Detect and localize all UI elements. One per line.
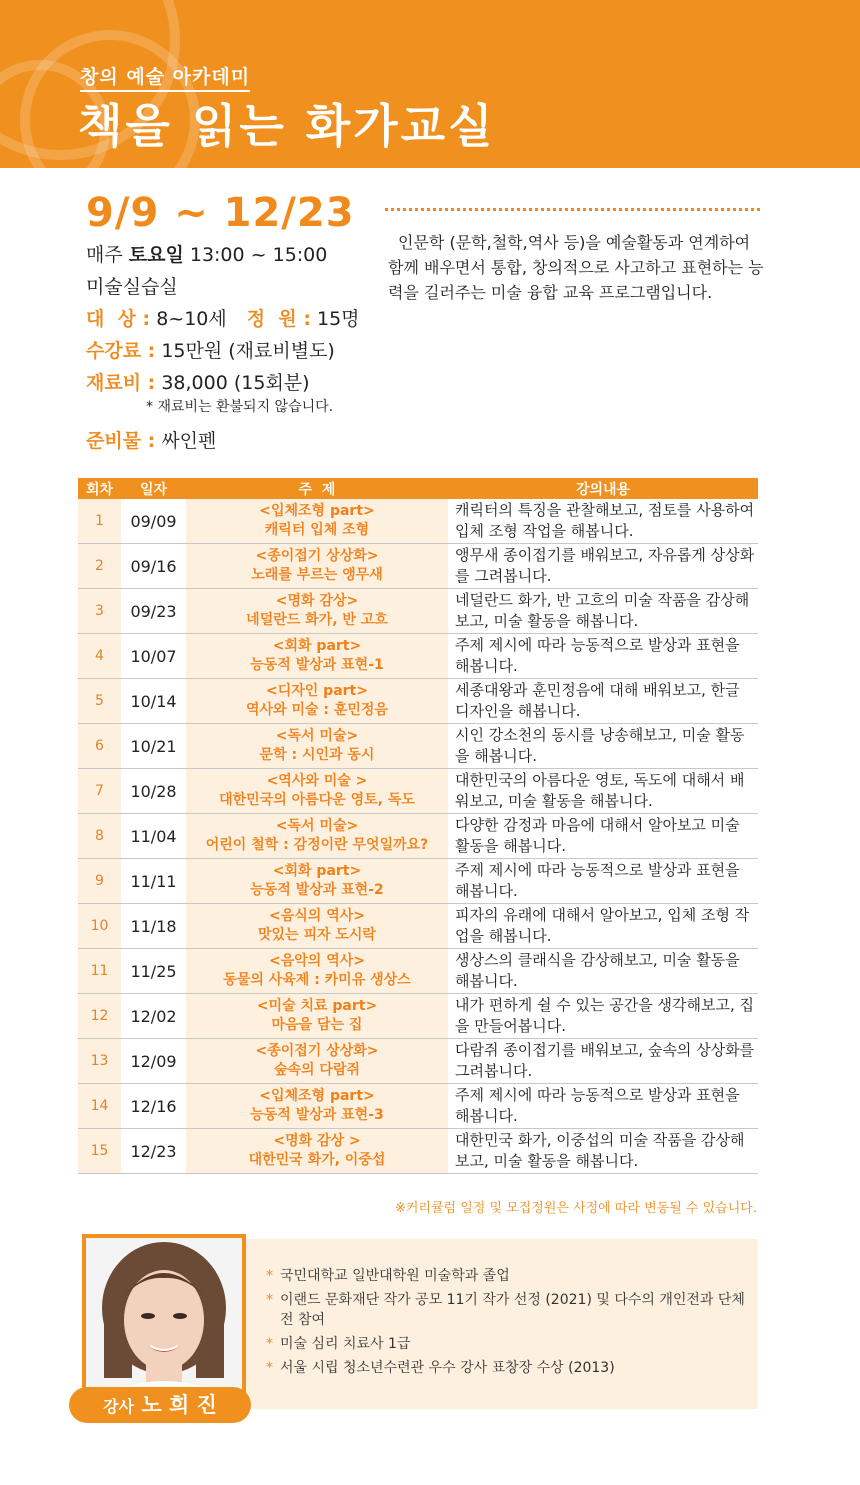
session-topic [186,814,448,859]
topic-category: <디자인 part> [266,683,368,699]
session-number: 9 [78,859,121,904]
session-topic [186,1129,448,1174]
material-note: * 재료비는 환불되지 않습니다. [146,399,334,415]
weekly-prefix: 매주 [86,244,129,266]
topic-category: <입체조형 part> [259,503,375,519]
curriculum-table [78,478,758,1174]
session-date: 12/02 [121,994,186,1039]
instructor-name: 노 희 진 [141,1393,217,1417]
table-row [78,769,758,814]
topic-title: 역사와 미술 : 훈민정음 [246,702,388,718]
material-label: 재료비 : [86,372,156,394]
table-row [78,949,758,994]
bio-item [266,1358,746,1378]
topic-title: 동물의 사육제 : 카미유 생상스 [223,972,411,988]
session-number: 2 [78,544,121,589]
header-topic: 주 제 [186,478,448,499]
session-number: 8 [78,814,121,859]
fee-line [86,336,335,363]
asterisk-icon: * [266,1268,273,1284]
session-content: 네덜란드 화가, 반 고흐의 미술 작품을 감상해보고, 미술 활동을 해봅니다. [448,589,758,634]
bio-text: 국민대학교 일반대학원 미술학과 졸업 [280,1268,510,1284]
session-number: 12 [78,994,121,1039]
session-topic [186,769,448,814]
capacity-value: 15명 [317,308,360,330]
session-content: 생상스의 클래식을 감상해보고, 미술 활동을 해봅니다. [448,949,758,994]
session-topic [186,589,448,634]
session-number: 3 [78,589,121,634]
weekly-hours: 13:00 ~ 15:00 [183,244,328,266]
session-number: 13 [78,1039,121,1084]
topic-category: <음악의 역사> [269,953,365,969]
weekly-day: 토요일 [128,244,184,266]
topic-title: 문학 : 시인과 동시 [259,747,375,763]
bio-item [266,1266,746,1286]
topic-title: 캐릭터 입체 조형 [264,522,370,538]
topic-title: 맛있는 피자 도시락 [258,927,376,943]
asterisk-icon: * [266,1336,273,1352]
asterisk-icon: * [266,1360,273,1376]
session-content: 다양한 감정과 마음에 대해서 알아보고 미술 활동을 해봅니다. [448,814,758,859]
session-date: 12/23 [121,1129,186,1174]
topic-title: 네덜란드 화가, 반 고흐 [246,612,388,628]
session-number: 15 [78,1129,121,1174]
session-content: 시인 강소천의 동시를 낭송해보고, 미술 활동을 해봅니다. [448,724,758,769]
session-date: 09/09 [121,499,186,544]
session-topic [186,679,448,724]
session-topic [186,724,448,769]
session-topic [186,994,448,1039]
topic-title: 대한민국의 아름다운 영토, 독도 [219,792,415,808]
topic-title: 능동적 발상과 표현-2 [250,882,384,898]
supplies-value: 싸인펜 [161,430,217,452]
material-line [86,368,310,395]
table-row [78,724,758,769]
topic-category: <역사와 미술 > [266,773,368,789]
session-topic [186,859,448,904]
instructor-title: 강사 [103,1397,135,1416]
date-range: 9/9 ~ 12/23 [86,190,355,236]
fee-label: 수강료 : [86,340,156,362]
table-row [78,994,758,1039]
session-content: 세종대왕과 훈민정음에 대해 배워보고, 한글 디자인을 해봅니다. [448,679,758,724]
session-topic [186,949,448,994]
fee-value: 15만원 (재료비별도) [161,340,335,362]
session-content: 주제 제시에 따라 능동적으로 발상과 표현을 해봅니다. [448,859,758,904]
supplies-line [86,426,216,453]
topic-title: 마음을 담는 집 [271,1017,363,1033]
topic-category: <명화 감상> [275,593,359,609]
asterisk-icon: * [266,1292,273,1308]
target-value: 8~10세 [156,308,227,330]
topic-title: 어린이 철학 : 감정이란 무엇일까요? [205,837,429,853]
table-row [78,634,758,679]
session-content: 주제 제시에 따라 능동적으로 발상과 표현을 해봅니다. [448,1084,758,1129]
session-content: 피자의 유래에 대해서 알아보고, 입체 조형 작업을 해봅니다. [448,904,758,949]
table-row [78,904,758,949]
bio-text: 이랜드 문화재단 작가 공모 11기 작가 선정 (2021) 및 다수의 개인전과 단체전 참여 [280,1292,745,1328]
session-number: 7 [78,769,121,814]
session-topic [186,904,448,949]
session-number: 6 [78,724,121,769]
table-row [78,1084,758,1129]
session-number: 11 [78,949,121,994]
session-date: 11/04 [121,814,186,859]
target-label: 대 상 : [86,308,151,330]
table-body [78,499,758,1174]
portrait-illustration [86,1238,242,1394]
table-row [78,1129,758,1174]
weekly-time [86,240,327,267]
table-header-row [78,478,758,499]
topic-category: <음식의 역사> [269,908,365,924]
bio-item [266,1334,746,1354]
table-row [78,814,758,859]
header-subtitle: 창의 예술 아카데미 [80,62,250,92]
bio-item [266,1290,746,1330]
session-number: 10 [78,904,121,949]
session-date: 09/23 [121,589,186,634]
topic-title: 숲속의 다람쥐 [273,1062,361,1078]
session-date: 09/16 [121,544,186,589]
page-title: 책을 읽는 화가교실 [78,99,496,153]
capacity-label: 정 원 : [246,308,311,330]
instructor-photo [82,1234,246,1398]
session-date: 12/16 [121,1084,186,1129]
session-date: 10/14 [121,679,186,724]
session-topic [186,544,448,589]
topic-category: <회화 part> [272,863,362,879]
topic-category: <미술 치료 part> [256,998,378,1014]
session-content: 주제 제시에 따라 능동적으로 발상과 표현을 해봅니다. [448,634,758,679]
header-content: 강의내용 [448,478,758,499]
bio-text: 미술 심리 치료사 1급 [280,1336,411,1352]
header-date: 일자 [121,478,186,499]
topic-category: <독서 미술> [275,818,359,834]
material-value: 38,000 (15회분) [161,372,310,394]
session-date: 12/09 [121,1039,186,1084]
session-number: 14 [78,1084,121,1129]
location: 미술실습실 [86,276,178,298]
topic-category: <명화 감상 > [273,1133,361,1149]
session-topic [186,634,448,679]
topic-title: 대한민국 화가, 이중섭 [248,1152,386,1168]
session-topic [186,499,448,544]
topic-category: <회화 part> [272,638,362,654]
session-content: 다람쥐 종이접기를 배워보고, 숲속의 상상화를 그려봅니다. [448,1039,758,1084]
session-date: 10/28 [121,769,186,814]
session-content: 캐릭터의 특징을 관찰해보고, 점토를 사용하여 입체 조형 작업을 해봅니다. [448,499,758,544]
topic-title: 능동적 발상과 표현-1 [250,657,384,673]
session-content: 대한민국 화가, 이중섭의 미술 작품을 감상해보고, 미술 활동을 해봅니다. [448,1129,758,1174]
table-row [78,589,758,634]
footnote: ※커리큘럼 일정 및 모집정원은 사정에 따라 변동될 수 있습니다. [394,1201,757,1216]
topic-category: <입체조형 part> [259,1088,375,1104]
instructor-bio-list [266,1266,746,1382]
session-topic [186,1039,448,1084]
supplies-label: 준비물 : [86,430,156,452]
program-description: 인문학 (문학,철학,역사 등)을 예술활동과 연계하여 함께 배우면서 통합, 창의적으로 사고하고 표현하는 능력을 길러주는 미술 융합 교육 프로그램입니다. [388,233,764,302]
session-date: 10/21 [121,724,186,769]
session-content: 대한민국의 아름다운 영토, 독도에 대해서 배워보고, 미술 활동을 해봅니다. [448,769,758,814]
session-date: 10/07 [121,634,186,679]
target-capacity-line [86,304,360,331]
topic-category: <독서 미술> [275,728,359,744]
table-row [78,499,758,544]
session-number: 4 [78,634,121,679]
topic-title: 노래를 부르는 앵무새 [251,567,383,583]
table-row [78,1039,758,1084]
header-banner [0,0,860,168]
session-number: 1 [78,499,121,544]
session-date: 11/11 [121,859,186,904]
header-session: 회차 [78,478,121,499]
session-date: 11/25 [121,949,186,994]
bio-text: 서울 시립 청소년수련관 우수 강사 표창장 수상 (2013) [280,1360,615,1376]
instructor-name-tag [69,1387,251,1423]
table-row [78,544,758,589]
session-content: 앵무새 종이접기를 배워보고, 자유롭게 상상화를 그려봅니다. [448,544,758,589]
session-date: 11/18 [121,904,186,949]
table-row [78,679,758,724]
session-topic [186,1084,448,1129]
session-content: 내가 편하게 쉴 수 있는 공간을 생각해보고, 집을 만들어봅니다. [448,994,758,1039]
table-row [78,859,758,904]
dotted-divider [385,208,760,211]
session-number: 5 [78,679,121,724]
topic-category: <종이접기 상상화> [255,548,379,564]
topic-title: 능동적 발상과 표현-3 [250,1107,384,1123]
topic-category: <종이접기 상상화> [255,1043,379,1059]
